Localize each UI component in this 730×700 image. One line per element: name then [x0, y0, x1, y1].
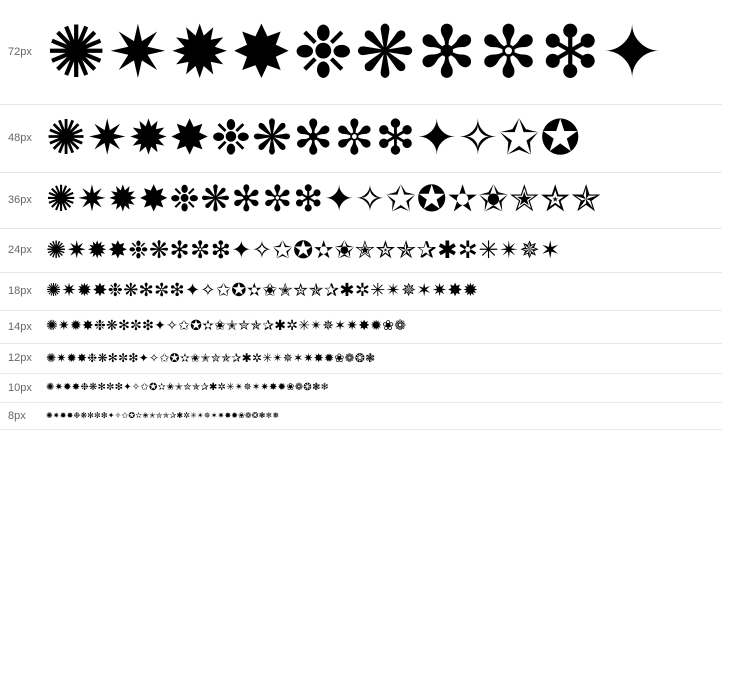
- specimen-row-12px: [0, 344, 722, 374]
- size-label-36px: 36px: [8, 194, 32, 206]
- glyph-strip-36px: ✺✷✹✸❉❋✻✼❇✦✧✩✪✫✬✭✮✯: [46, 179, 602, 221]
- specimen-row-72px: [0, 0, 722, 105]
- size-label-10px: 10px: [8, 381, 32, 394]
- size-label-24px: 24px: [8, 244, 32, 256]
- glyph-strip-48px: ✺✷✹✸❉❋✻✼❇✦✧✩✪: [46, 109, 582, 166]
- specimen-row-24px: [0, 229, 722, 273]
- size-label-12px: 12px: [8, 352, 32, 364]
- glyph-strip-8px: ✺✷✹✸❉❋✻✼❇✦✧✩✪✫✬✭✮✯✰✱✲✳✴✵✶✷✸✹❀❁❂❃❄❅: [46, 410, 280, 420]
- glyph-strip-14px: ✺✷✹✸❉❋✻✼❇✦✧✩✪✫✬✭✮✯✰✱✲✳✴✵✶✷✸✹❀❁: [46, 318, 407, 335]
- specimen-row-36px: [0, 173, 722, 229]
- specimen-row-48px: [0, 105, 722, 173]
- size-label-8px: 8px: [8, 409, 26, 422]
- glyph-strip-10px: ✺✷✹✸❉❋✻✼❇✦✧✩✪✫✬✭✮✯✰✱✲✳✴✵✶✷✸✹❀❁❂❃❄: [46, 382, 330, 394]
- glyph-strip-12px: ✺✷✹✸❉❋✻✼❇✦✧✩✪✫✬✭✮✯✰✱✲✳✴✵✶✷✸✹❀❁❂❃: [46, 350, 376, 365]
- glyph-strip-72px: ✺✷✹✸❉❋✻✼❇✦: [46, 9, 664, 94]
- specimen-row-18px: [0, 273, 722, 311]
- size-label-48px: 48px: [8, 132, 32, 144]
- glyph-strip-18px: ✺✷✹✸❉❋✻✼❇✦✧✩✪✫✬✭✮✯✰✱✲✳✴✵✶✷✸✹: [46, 280, 479, 302]
- size-label-14px: 14px: [8, 320, 32, 333]
- specimen-row-10px: [0, 374, 722, 403]
- glyph-strip-24px: ✺✷✹✸❉❋✻✼❇✦✧✩✪✫✬✭✮✯✰✱✲✳✴✵✶: [46, 236, 561, 265]
- specimen-row-8px: [0, 403, 722, 430]
- size-label-18px: 18px: [8, 285, 32, 297]
- page-whitespace: [0, 430, 730, 680]
- specimen-row-14px: [0, 311, 722, 344]
- size-label-72px: 72px: [8, 45, 32, 58]
